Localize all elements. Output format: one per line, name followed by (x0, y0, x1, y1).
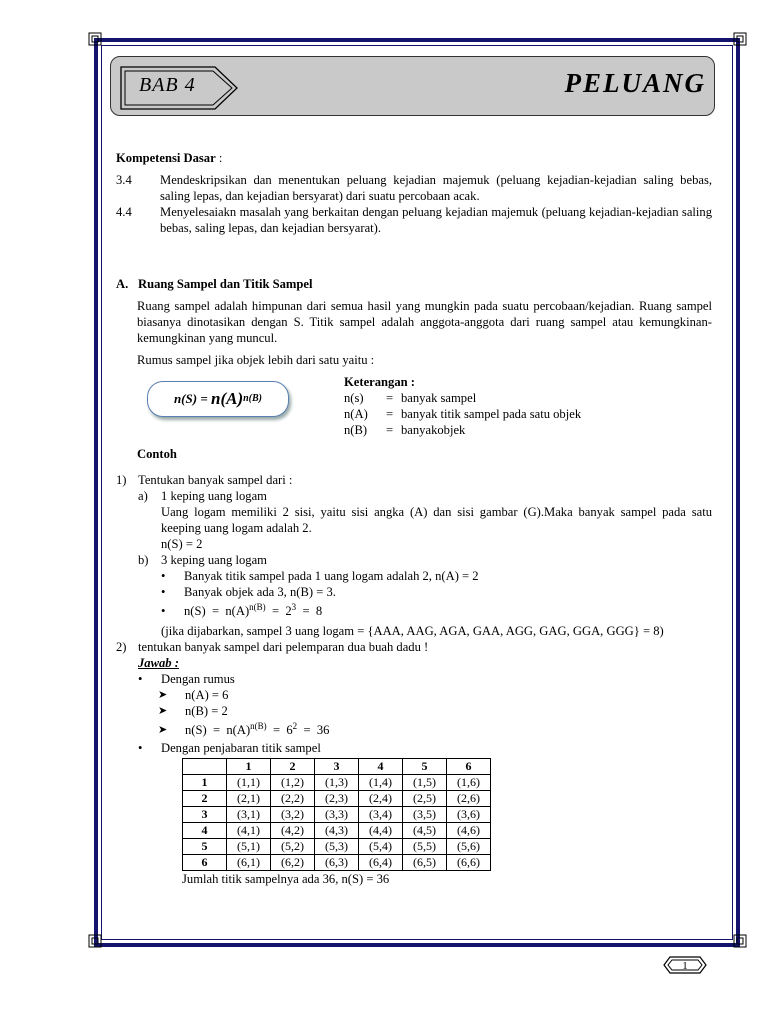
keterangan-row: n(B) = banyakobjek (344, 423, 466, 437)
page-number-badge (662, 955, 708, 975)
arrow-bullet-icon: ➤ (158, 705, 168, 717)
keterangan-row: n(A) = banyak titik sampel pada satu objek (344, 407, 582, 421)
kompetensi-heading: Kompetensi Dasar : (116, 151, 223, 165)
section-paragraph: Rumus sampel jika objek lebih dari satu yaitu : (137, 353, 375, 367)
corner-ornament-icon (88, 934, 102, 948)
section-heading: A. Ruang Sampel dan Titik Sampel (116, 277, 313, 291)
table-header-row: 1 2 3 4 5 6 (183, 759, 491, 775)
corner-ornament-icon (733, 934, 747, 948)
bullet-icon: • (138, 741, 143, 755)
example-1: 1) Tentukan banyak sampel dari : a) 1 keping uang logam Uang logam memiliki 2 sisi, yaitu sisi angka (A) dan sisi gambar (G).Maka banyak sampel pada satu keeping uang logam adalah 2. n(S) = 2 b) 3 keping uang logam • Banyak titik sampel pada 1 uang logam adalah 2, n(A) = 2 • Banyak objek ada 3, n(B) = 3. • $n(S) = n(A)^{n(B)} = 2^3 = 8$ (jika dijabarkan, sampel 3 uang logam = {AAA, AAG, AGA, GAA, AGG, GAG, GGA, GGG} = 8) (116, 473, 712, 638)
bullet-icon: • (138, 672, 143, 686)
arrow-bullet-icon: ➤ (158, 689, 168, 701)
corner-ornament-icon (733, 32, 747, 46)
example-2: 2) tentukan banyak sampel dari pelemparan dua buah dadu ! Jawab : • Dengan rumus ➤ n(A) = 6 ➤ n(B) = 2 ➤ $n(S) = n(A)^{n(B)} = 6^2 = 36$ • Dengan penjabaran titik sampel 1 2 3 4 5 6 1 (1,1) (1,2) (1,3) (1,4) (1,5) (1,6) 2 (2,1) (2,2) (2,3) (2,4) (2,5) (2,6) 3 (3,1) (3,2) (3,3) (3,4) (3,5) (3,6) 4 (4,1) (4,2) (4,3) (4,4) (4,5) (4,6) 5 (5,1) (5,2) (5,3) (5,4) (5,5) (5,6) 6 (6,1) (6,2) (6,3) (6,4) (6,5) (6,6) Jumlah titik sampelnya ada 36, n(S) = 36 (116, 639, 712, 887)
keterangan: Keterangan : n(s) = banyak sampel n(A) = banyak titik sampel pada satu objek n(B) = banyakobjek (344, 375, 582, 437)
contoh-heading: Contoh (137, 447, 177, 461)
chapter-title: PELUANG (564, 68, 706, 98)
bullet-icon: • (161, 585, 166, 599)
table-row: 1 (1,1) (1,2) (1,3) (1,4) (1,5) (1,6) (183, 775, 491, 791)
table-row: 2 (2,1) (2,2) (2,3) (2,4) (2,5) (2,6) (183, 791, 491, 807)
table-summary: Jumlah titik sampelnya ada 36, n(S) = 36 (182, 872, 390, 886)
bullet-icon: • (161, 569, 166, 583)
table-row: 5 (5,1) (5,2) (5,3) (5,4) (5,5) (5,6) (183, 839, 491, 855)
kompetensi-item: 4.4 Menyelesaiakn masalah yang berkaitan dengan peluang kejadian majemuk (peluang kejadian-kejadian saling bebas, saling lepas, dan kejadian bersyarat). (116, 205, 712, 235)
arrow-bullet-icon: ➤ (158, 724, 168, 736)
formula-box: n(S) = n (A) n(B) (147, 381, 289, 417)
chapter-number: BAB 4 (139, 74, 196, 96)
table-row: 4 (4,1) (4,2) (4,3) (4,4) (4,5) (4,6) (183, 823, 491, 839)
kompetensi-item: 3.4 Mendeskripsikan dan menentukan peluang kejadian majemuk (peluang kejadian-kejadian saling bebas, saling lepas, dan kejadian bersyarat) dari suatu percobaan acak. (116, 173, 712, 203)
bullet-icon: • (161, 604, 166, 618)
jawab-label: Jawab : (138, 656, 179, 670)
table-row: 6 (6,1) (6,2) (6,3) (6,4) (6,5) (6,6) (183, 855, 491, 871)
table-row: 3 (3,1) (3,2) (3,3) (3,4) (3,5) (3,6) (183, 807, 491, 823)
page-number: 1 (682, 960, 688, 972)
corner-ornament-icon (88, 32, 102, 46)
sample-space-table (182, 758, 491, 871)
keterangan-row: n(s) = banyak sampel (344, 391, 477, 405)
section-paragraph: Ruang sampel adalah himpunan dari semua hasil yang mungkin pada suatu percobaan/kejadian. Ruang sampel biasanya dinotasikan dengan S. Titik sampel adalah anggota-anggota dari ruang sampel atau kemungkinan-kemungkinan yang muncul. (137, 299, 712, 345)
page-content (116, 150, 712, 887)
